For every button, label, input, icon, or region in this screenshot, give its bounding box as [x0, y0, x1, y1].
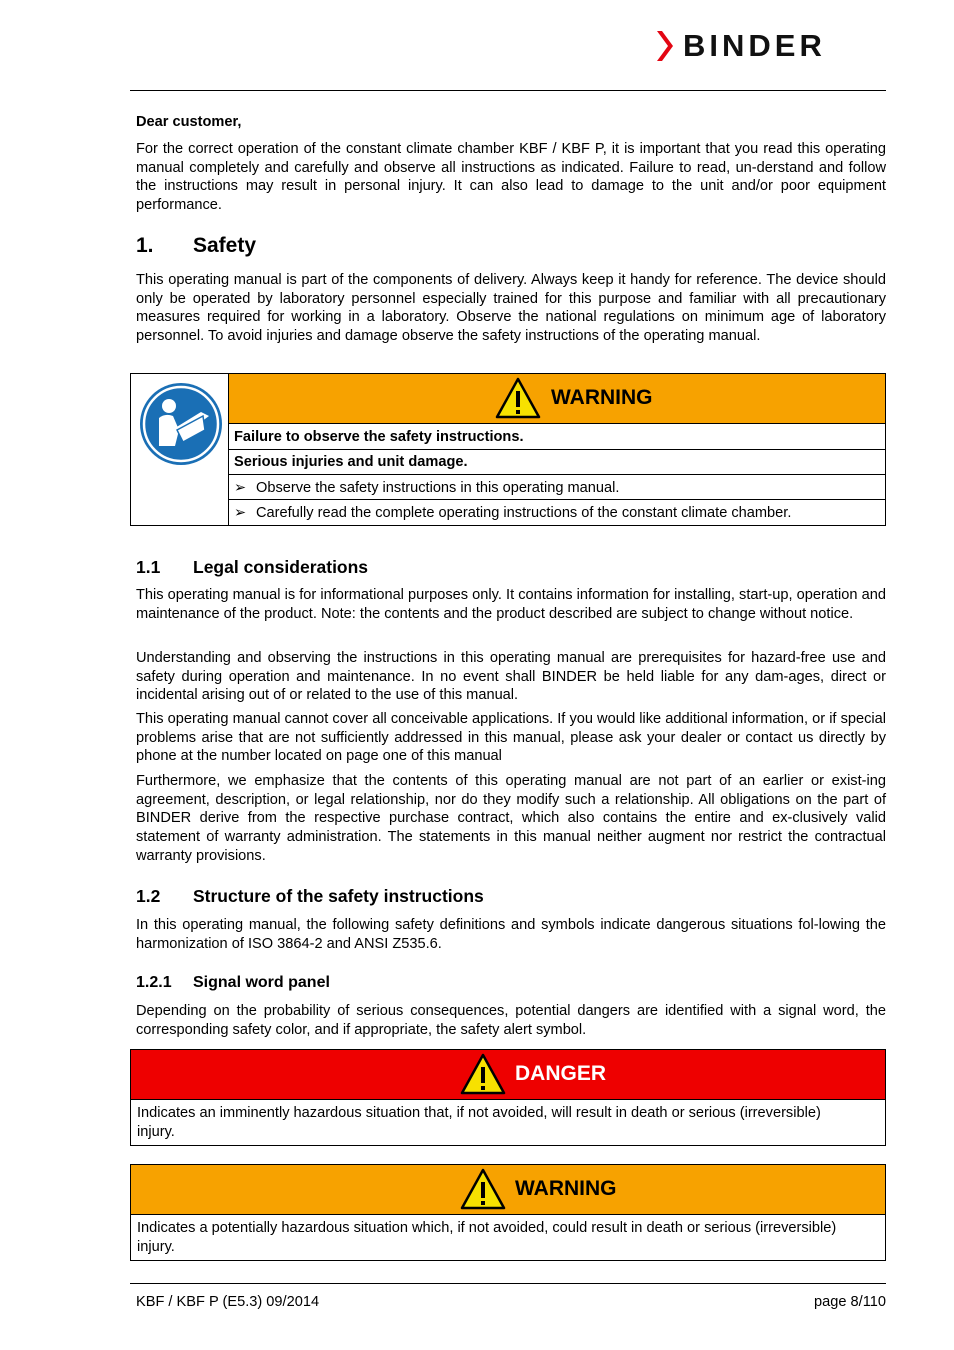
- warning-panel-header: [131, 1165, 885, 1215]
- structure-paragraph: In this operating manual, the following safety definitions and symbols indicate dangerous situations fol-lowing the harmonization of ISO 3864-2 and ANSI Z535.6.: [136, 917, 886, 952]
- warning-panel-signal-word: WARNING: [515, 1177, 617, 1200]
- salutation: Dear customer,: [136, 114, 242, 130]
- divider: [229, 474, 885, 475]
- action-item: [234, 504, 791, 521]
- section-heading-structure: [136, 886, 484, 907]
- legal-paragraph: This operating manual cannot cover all conceivable applications. If you would like additional information, or if special problems arise that are not sufficiently addressed in this manual, please ask your dealer or contact us directly by phone at the number located on page one of this manual: [136, 711, 886, 765]
- icon-cell: [131, 374, 229, 525]
- section-number: 1.: [136, 234, 154, 257]
- danger-signal-word: DANGER: [515, 1062, 607, 1085]
- legal-paragraph: Understanding and observing the instructions in this operating manual are prerequisites for hazard-free use and safety during operation and maintenance. In no event shall BINDER be held liable for any dam-ages, direct or incidental arising out of or related to the use of this manual.: [136, 650, 886, 704]
- bullet-arrow-icon: ➢: [234, 505, 247, 521]
- consequence-text: Serious injuries and unit damage.: [234, 454, 468, 470]
- section-heading-signal-word: [136, 974, 330, 992]
- warning-panel-description: Indicates a potentially hazardous situation which, if not avoided, could result in death or serious (irreversible) injury.: [137, 1220, 837, 1255]
- hazard-text: Failure to observe the safety instructions.: [234, 429, 524, 445]
- action-text: Observe the safety instructions in this operating manual.: [256, 480, 620, 496]
- action-text: Carefully read the complete operating instructions of the constant climate chamber.: [256, 505, 792, 521]
- header-rule: [130, 90, 886, 91]
- warning-box: [130, 373, 886, 526]
- signal-word-paragraph: Depending on the probability of serious consequences, potential dangers are identified with a signal word, the corresponding safety color, and if appropriate, the safety alert symbol.: [136, 1003, 886, 1038]
- intro-paragraph: For the correct operation of the constant climate chamber KBF / KBF P, it is important that you read this operating manual completely and carefully and observe all instructions as indicated. Failure to read, un-derstand and follow the instructions may result in personal injury. It can also lead to damage to the unit and/or poor equipment performance.: [136, 141, 886, 214]
- section-heading-legal: [136, 557, 368, 578]
- footer-rule: [130, 1283, 886, 1284]
- section-title: Safety: [193, 234, 257, 257]
- alert-triangle-icon: [495, 377, 541, 419]
- warning-header: [229, 374, 885, 424]
- action-item: [234, 479, 619, 496]
- binder-logo: [655, 28, 887, 64]
- section-title: Legal considerations: [193, 557, 369, 577]
- safety-paragraph: This operating manual is part of the components of delivery. Always keep it handy for reference. The device should only be operated by laboratory personnel especially trained for this purpose and familiar with all precautionary measures required for working in a laboratory. Observe the national regulations on minimum age of laboratory personnel. To avoid injuries and damage observe the safety instructions of the operating manual.: [136, 272, 886, 345]
- section-title: Signal word panel: [193, 974, 330, 991]
- divider: [229, 449, 885, 450]
- section-heading-safety: [136, 234, 256, 258]
- section-number: 1.2.1: [136, 974, 172, 991]
- legal-paragraph: Furthermore, we emphasize that the contents of this operating manual are not part of an earlier or exist-ing agreement, description, or legal relationship, nor do they modify such a relationship. All obligations on the part of BINDER derive from the respective purchase contract, which also contains the entire and ex-clusively valid statement of warranty administration. The statements in this manual neither augment nor restrict the contractual warranty provisions.: [136, 773, 886, 864]
- footer-page-number: page 8/110: [814, 1294, 886, 1310]
- warning-signal-word: WARNING: [551, 386, 653, 409]
- alert-triangle-icon: [460, 1053, 506, 1095]
- bullet-arrow-icon: ➢: [234, 480, 247, 496]
- alert-triangle-icon: [460, 1168, 506, 1210]
- footer-doc-id: KBF / KBF P (E5.3) 09/2014: [136, 1294, 320, 1310]
- section-number: 1.2: [136, 886, 161, 906]
- binder-arrow-icon: [655, 28, 679, 64]
- section-number: 1.1: [136, 557, 161, 577]
- read-manual-icon: [139, 382, 223, 466]
- danger-header: [131, 1050, 885, 1100]
- danger-description: Indicates an imminently hazardous situation that, if not avoided, will result in death or serious (irreversible) injury.: [137, 1105, 821, 1140]
- warning-panel: [130, 1164, 886, 1261]
- section-title: Structure of the safety instructions: [193, 886, 484, 906]
- danger-panel: [130, 1049, 886, 1146]
- brand-name: BINDER: [683, 28, 826, 63]
- divider: [229, 499, 885, 500]
- legal-paragraph: This operating manual is for informational purposes only. It contains information for installing, start-up, operation and maintenance of the product. Note: the contents and the product described are subject to change without notice.: [136, 587, 886, 622]
